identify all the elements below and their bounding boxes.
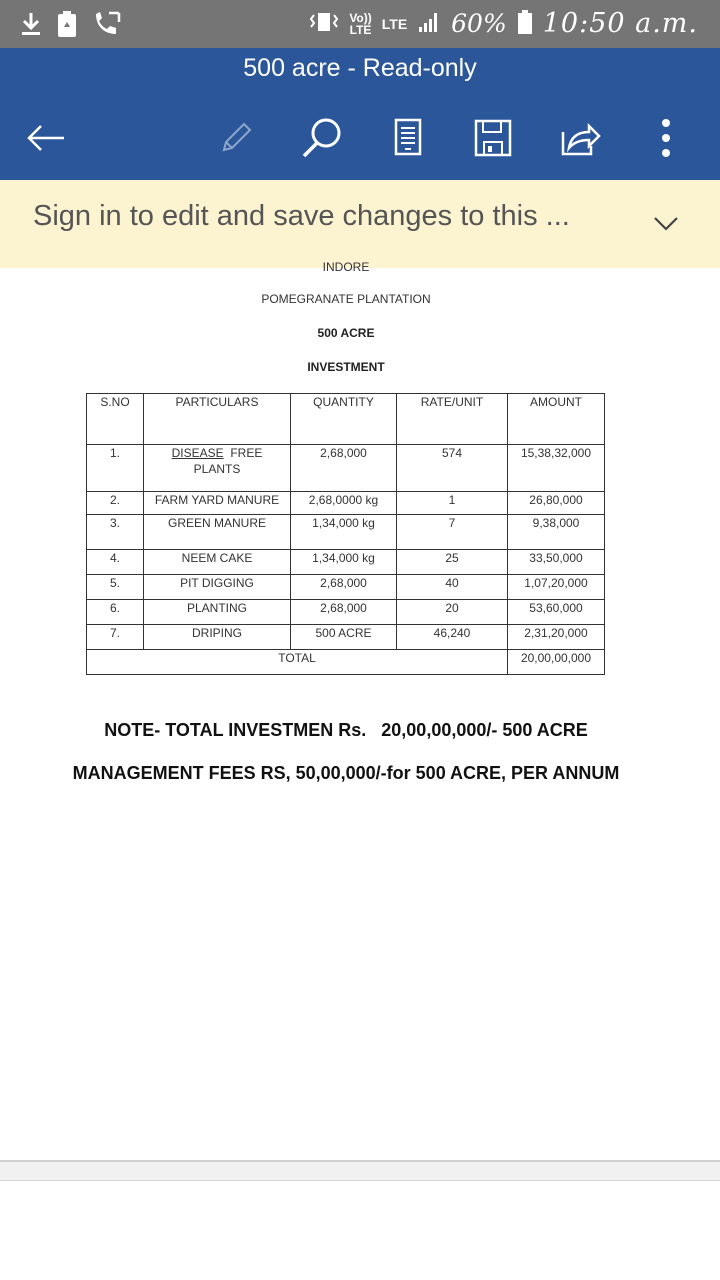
cell-amount: 1,07,20,000 bbox=[508, 575, 605, 600]
expand-banner-button[interactable] bbox=[648, 206, 684, 242]
cell-sno: 3. bbox=[87, 515, 144, 550]
cell-sno: 1. bbox=[87, 445, 144, 492]
cell-quantity: 500 ACRE bbox=[291, 625, 397, 650]
status-notifications bbox=[20, 10, 122, 42]
battery-icon bbox=[517, 9, 533, 39]
cell-rate: 40 bbox=[397, 575, 508, 600]
search-icon bbox=[299, 115, 345, 161]
cell-sno: 5. bbox=[87, 575, 144, 600]
save-button[interactable] bbox=[465, 110, 521, 166]
cell-quantity: 2,68,000 bbox=[291, 600, 397, 625]
vibrate-icon bbox=[309, 10, 339, 38]
arrow-left-icon bbox=[26, 123, 66, 153]
header-particulars: PARTICULARS bbox=[144, 394, 291, 445]
table-row bbox=[87, 575, 605, 600]
pencil-icon bbox=[216, 118, 256, 158]
investment-table bbox=[86, 393, 605, 675]
cell-rate: 20 bbox=[397, 600, 508, 625]
clock: 10:50 a.m. bbox=[542, 8, 698, 39]
heading-investment: INVESTMENT bbox=[307, 360, 385, 374]
document-title: 500 acre - Read-only bbox=[243, 54, 477, 82]
note-management-fees: MANAGEMENT FEES RS, 50,00,000/-for 500 ACRE, PER ANNUM bbox=[72, 763, 620, 783]
table-header-row bbox=[87, 394, 605, 445]
heading-plantation: POMEGRANATE PLANTATION bbox=[261, 292, 431, 306]
share-icon bbox=[559, 118, 601, 158]
cell-rate: 7 bbox=[397, 515, 508, 550]
table-row bbox=[87, 515, 605, 550]
cell-particulars bbox=[144, 445, 291, 492]
download-icon bbox=[20, 11, 42, 41]
status-bar bbox=[0, 0, 720, 48]
table-row bbox=[87, 600, 605, 625]
cell-quantity: 1,34,000 kg bbox=[291, 515, 397, 550]
table-row bbox=[87, 550, 605, 575]
save-icon bbox=[473, 118, 513, 158]
total-label: TOTAL bbox=[87, 650, 508, 675]
cell-particulars: PLANTING bbox=[144, 600, 291, 625]
cell-quantity: 2,68,0000 kg bbox=[291, 492, 397, 515]
cell-particulars: NEEM CAKE bbox=[144, 550, 291, 575]
chevron-down-icon bbox=[648, 206, 684, 242]
lte-label: LTE bbox=[381, 15, 408, 32]
cell-amount: 15,38,32,000 bbox=[508, 445, 605, 492]
mobile-view-icon bbox=[393, 118, 423, 158]
cell-particulars: GREEN MANURE bbox=[144, 515, 291, 550]
cell-particulars-part1: DISEASE bbox=[171, 446, 224, 460]
more-options-button[interactable] bbox=[638, 110, 694, 166]
cell-particulars-part3: PLANTS bbox=[193, 462, 241, 476]
sign-in-banner[interactable] bbox=[0, 180, 720, 268]
header-quantity: QUANTITY bbox=[291, 394, 397, 445]
cell-rate: 1 bbox=[397, 492, 508, 515]
header-amount: AMOUNT bbox=[508, 394, 605, 445]
signal-icon bbox=[417, 10, 441, 38]
clipped-heading: INDORE bbox=[322, 260, 370, 274]
page-divider bbox=[0, 1160, 720, 1181]
header-rate: RATE/UNIT bbox=[397, 394, 508, 445]
note-total-investment: NOTE- TOTAL INVESTMEN Rs. 20,00,00,000/- 500 ACRE bbox=[104, 720, 588, 740]
cell-particulars-part2: FREE bbox=[230, 446, 263, 460]
table-row bbox=[87, 625, 605, 650]
volte-indicator bbox=[349, 12, 371, 36]
total-amount: 20,00,00,000 bbox=[508, 650, 605, 675]
reading-view-button[interactable] bbox=[380, 110, 436, 166]
cell-amount: 2,31,20,000 bbox=[508, 625, 605, 650]
table-row bbox=[87, 445, 605, 492]
cell-amount: 33,50,000 bbox=[508, 550, 605, 575]
edit-button[interactable] bbox=[208, 110, 264, 166]
share-button[interactable] bbox=[552, 110, 608, 166]
battery-percent: 60% bbox=[451, 9, 507, 38]
cell-amount: 53,60,000 bbox=[508, 600, 605, 625]
more-vertical-icon bbox=[660, 118, 672, 158]
cell-rate: 46,240 bbox=[397, 625, 508, 650]
recycle-battery-icon bbox=[56, 10, 78, 42]
back-button[interactable] bbox=[18, 110, 74, 166]
cell-quantity: 1,34,000 kg bbox=[291, 550, 397, 575]
cell-sno: 4. bbox=[87, 550, 144, 575]
volte-lte-label: LTE bbox=[349, 22, 372, 37]
cell-particulars: FARM YARD MANURE bbox=[144, 492, 291, 515]
search-button[interactable] bbox=[294, 110, 350, 166]
cell-particulars: DRIPING bbox=[144, 625, 291, 650]
cell-particulars: PIT DIGGING bbox=[144, 575, 291, 600]
cell-quantity: 2,68,000 bbox=[291, 575, 397, 600]
heading-acre: 500 ACRE bbox=[317, 326, 375, 340]
cell-quantity: 2,68,000 bbox=[291, 445, 397, 492]
cell-rate: 25 bbox=[397, 550, 508, 575]
volte-label: Vo)) bbox=[349, 10, 372, 25]
status-system bbox=[309, 8, 698, 39]
cell-sno: 2. bbox=[87, 492, 144, 515]
cell-rate: 574 bbox=[397, 445, 508, 492]
cell-amount: 26,80,000 bbox=[508, 492, 605, 515]
cell-sno: 7. bbox=[87, 625, 144, 650]
cell-sno: 6. bbox=[87, 600, 144, 625]
document-page[interactable] bbox=[0, 260, 720, 1160]
sign-in-message: Sign in to edit and save changes to this ... bbox=[33, 200, 570, 232]
app-toolbar bbox=[0, 48, 720, 180]
call-forward-icon bbox=[92, 10, 122, 42]
header-sno: S.NO bbox=[87, 394, 144, 445]
cell-amount: 9,38,000 bbox=[508, 515, 605, 550]
table-total-row bbox=[87, 650, 605, 675]
table-row bbox=[87, 492, 605, 515]
